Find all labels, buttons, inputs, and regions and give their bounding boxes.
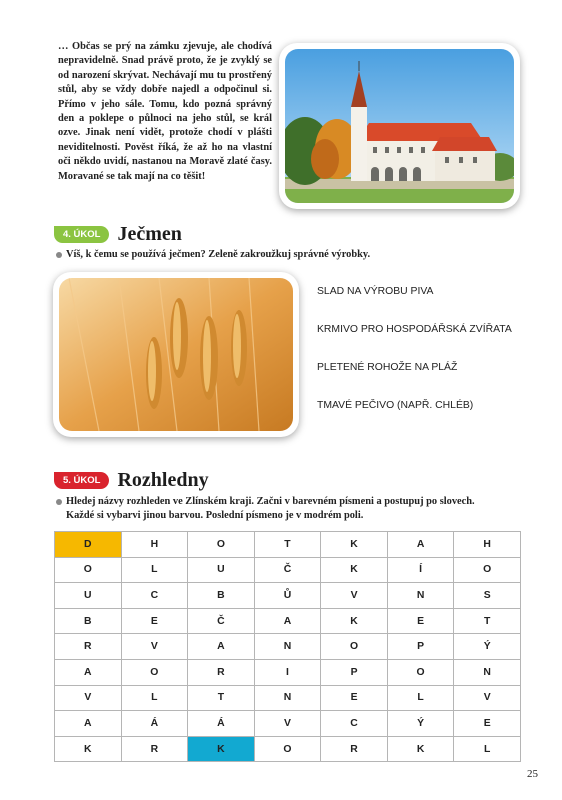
grid-cell[interactable]: Í (387, 557, 454, 583)
grid-cell[interactable]: E (121, 608, 188, 634)
grid-cell[interactable]: I (254, 659, 321, 685)
letter-grid (54, 531, 521, 762)
task4-badge: 4. ÚKOL (54, 226, 109, 243)
grid-cell[interactable]: R (188, 659, 255, 685)
grid-cell[interactable]: T (188, 685, 255, 711)
option-item[interactable]: TMAVÉ PEČIVO (NAPŘ. CHLÉB) (317, 400, 474, 411)
grid-cell[interactable]: Č (188, 608, 255, 634)
grid-cell[interactable]: O (254, 736, 321, 762)
task5-instruction-line2: Každé si vybarvi jinou barvou. Poslední písmeno je v modrém poli. (66, 510, 364, 521)
page-number: 25 (527, 768, 538, 780)
grid-cell[interactable]: K (55, 736, 122, 762)
grid-cell[interactable]: Á (188, 711, 255, 737)
grid-cell[interactable]: V (55, 685, 122, 711)
grid-row (55, 685, 521, 711)
grid-cell[interactable]: E (454, 711, 521, 737)
grid-cell[interactable]: L (121, 557, 188, 583)
grid-cell[interactable]: Ý (454, 634, 521, 660)
grid-cell[interactable]: T (254, 532, 321, 558)
grid-cell[interactable]: R (321, 736, 388, 762)
grid-cell[interactable]: K (321, 532, 388, 558)
grid-cell[interactable]: K (321, 608, 388, 634)
grid-cell[interactable]: V (454, 685, 521, 711)
wheat-photo (53, 272, 299, 437)
grid-cell[interactable]: V (321, 583, 388, 609)
grid-cell[interactable]: C (321, 711, 388, 737)
grid-cell[interactable]: A (55, 659, 122, 685)
option-item[interactable]: SLAD NA VÝROBU PIVA (317, 286, 434, 297)
grid-cell-start[interactable]: D (55, 532, 122, 558)
grid-cell[interactable]: E (387, 608, 454, 634)
task4-options (317, 282, 517, 434)
grid-cell[interactable]: V (254, 711, 321, 737)
castle-photo (279, 43, 520, 209)
grid-cell[interactable]: A (55, 711, 122, 737)
task5-heading (54, 467, 209, 493)
grid-cell[interactable]: R (121, 736, 188, 762)
grid-cell[interactable]: U (188, 557, 255, 583)
grid-cell[interactable]: O (55, 557, 122, 583)
grid-cell[interactable]: O (321, 634, 388, 660)
grid-cell[interactable]: N (387, 583, 454, 609)
grid-cell[interactable]: V (121, 634, 188, 660)
grid-row (55, 557, 521, 583)
grid-row (55, 736, 521, 762)
grid-row (55, 532, 521, 558)
grid-cell[interactable]: H (454, 532, 521, 558)
grid-cell[interactable]: P (387, 634, 454, 660)
grid-cell[interactable]: N (254, 634, 321, 660)
grid-row (55, 583, 521, 609)
grid-cell[interactable]: B (188, 583, 255, 609)
task5-instruction (56, 495, 536, 523)
grid-cell[interactable]: O (188, 532, 255, 558)
option-item[interactable]: PLETENÉ ROHOŽE NA PLÁŽ (317, 362, 458, 373)
grid-cell[interactable]: Ý (387, 711, 454, 737)
grid-row (55, 608, 521, 634)
task4-instruction: Víš, k čemu se používá ječmen? Zeleně zakroužkuj správné výrobky. (56, 248, 526, 262)
grid-cell-end[interactable]: K (188, 736, 255, 762)
grid-cell[interactable]: N (454, 659, 521, 685)
grid-cell[interactable]: S (454, 583, 521, 609)
grid-row (55, 711, 521, 737)
grid-cell[interactable]: U (55, 583, 122, 609)
grid-cell[interactable]: A (254, 608, 321, 634)
grid-cell[interactable]: N (254, 685, 321, 711)
grid-cell[interactable]: T (454, 608, 521, 634)
task5-title: Rozhledny (117, 468, 209, 491)
task4-title: Ječmen (117, 222, 182, 245)
grid-cell[interactable]: E (321, 685, 388, 711)
grid-cell[interactable]: O (454, 557, 521, 583)
grid-cell[interactable]: P (321, 659, 388, 685)
task5-badge: 5. ÚKOL (54, 472, 109, 489)
grid-cell[interactable]: R (55, 634, 122, 660)
grid-cell[interactable]: B (55, 608, 122, 634)
grid-cell[interactable]: C (121, 583, 188, 609)
grid-cell[interactable]: H (121, 532, 188, 558)
task4-heading (54, 221, 182, 247)
grid-cell[interactable]: L (454, 736, 521, 762)
grid-row (55, 659, 521, 685)
grid-cell[interactable]: Á (121, 711, 188, 737)
task5-instruction-line1: Hledej názvy rozhleden ve Zlínském kraji. Začni v barevném písmeni a postupuj po slovech. (66, 496, 475, 507)
grid-row (55, 634, 521, 660)
grid-cell[interactable]: K (387, 736, 454, 762)
grid-cell[interactable]: K (321, 557, 388, 583)
grid-cell[interactable]: Ů (254, 583, 321, 609)
grid-cell[interactable]: O (121, 659, 188, 685)
grid-cell[interactable]: L (387, 685, 454, 711)
grid-cell[interactable]: Č (254, 557, 321, 583)
grid-cell[interactable]: L (121, 685, 188, 711)
option-item[interactable]: KRMIVO PRO HOSPODÁŘSKÁ ZVÍŘATA (317, 324, 512, 335)
grid-cell[interactable]: A (387, 532, 454, 558)
grid-cell[interactable]: A (188, 634, 255, 660)
grid-cell[interactable]: O (387, 659, 454, 685)
intro-text: … Občas se prý na zámku zjevuje, ale chodívá nepravidelně. Snad právě proto, že je zvyklý se od narození skrývat. Nechávají mu tu prostřený stůl, aby se vždy dobře najedl a odpočinul si. Přímo v jeho sále. Tomu, kdo pozná správný den a poklepe o půlnoci na jeho stůl, se král ozve. Jinak není vidět, protože chodí v plášti neviditelnosti. Pověst říká, že až ho na vlastní oči někdo uvidí, nastanou na Moravě zlaté časy. Moravané se tak mají na co těšit! (58, 41, 272, 182)
